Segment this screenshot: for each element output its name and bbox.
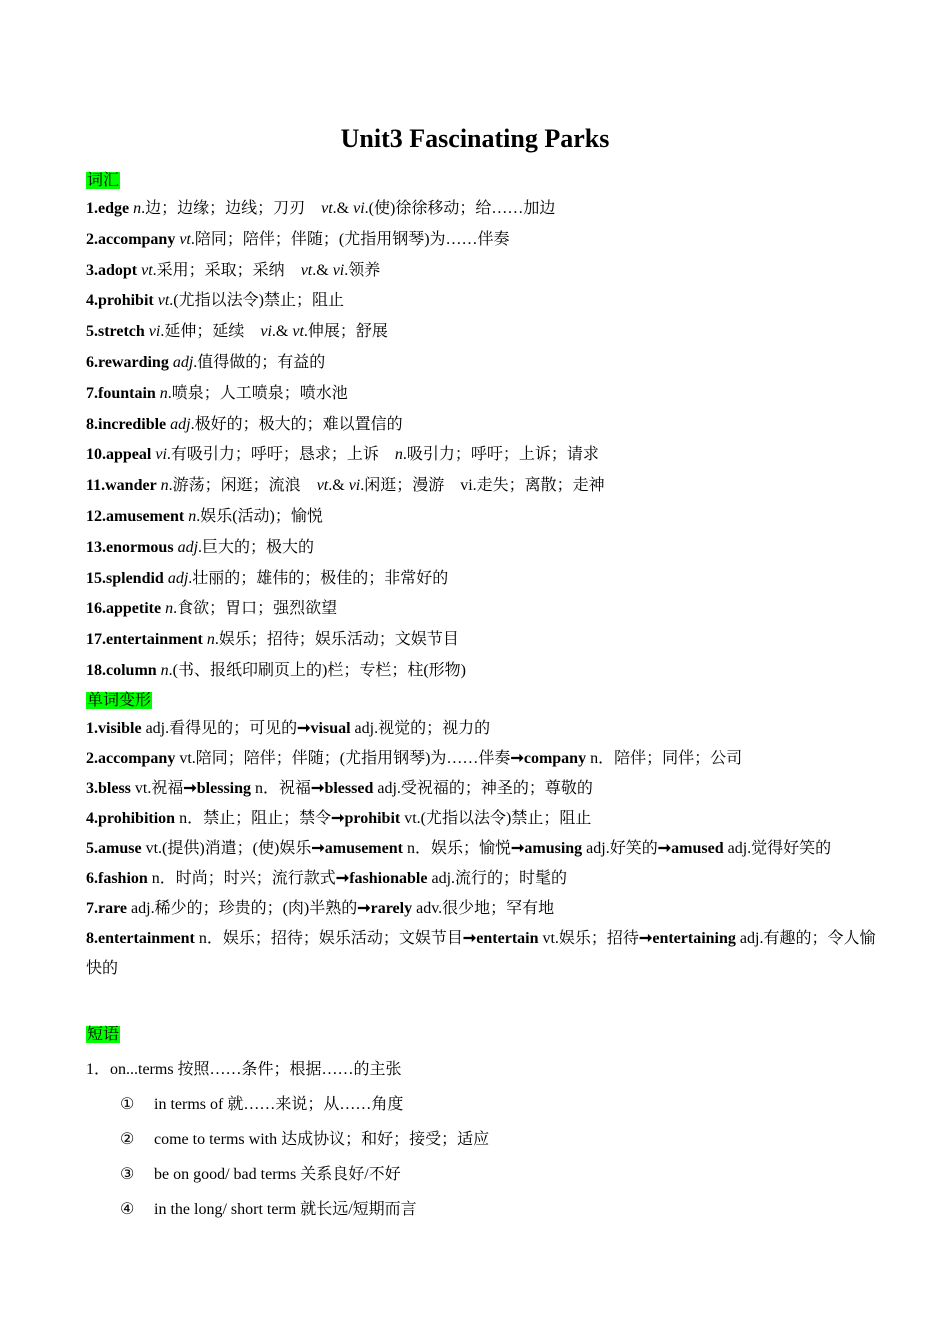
form-item — [86, 804, 876, 834]
vocab-pos: vt — [300, 261, 313, 279]
vocab-word: 18.column — [86, 661, 157, 679]
arrow-icon: ➞ — [331, 810, 345, 827]
phrase-sub-text: come to terms with 达成协议；和好；接受；适应 — [154, 1131, 490, 1148]
vocab-word: 5.stretch — [86, 323, 145, 341]
vocab-pos: n — [202, 631, 215, 649]
form-meaning: adj.好笑的 — [582, 840, 658, 857]
form-item — [86, 744, 876, 774]
vocab-meaning: .& — [332, 200, 354, 217]
form-meaning: n．陪伴；同伴；公司 — [586, 750, 743, 767]
vocab-meaning: .(书、报纸印刷页上的)栏；专栏；柱(形物) — [168, 661, 466, 679]
form-meaning: adj.觉得好笑的 — [723, 840, 832, 857]
vocab-pos: n — [184, 507, 197, 525]
arrow-icon: ➞ — [657, 840, 672, 857]
forms-heading-line — [86, 688, 876, 714]
form-meaning: n．时尚；时兴；流行款式 — [147, 870, 336, 887]
vocab-word: 8.incredible — [86, 415, 167, 433]
form-meaning: adj.稀少的；珍贵的；(肉)半熟的 — [127, 900, 358, 917]
vocab-pos: adj — [166, 415, 191, 433]
vocab-pos: vt — [316, 477, 329, 495]
vocab-pos: adj — [163, 569, 189, 587]
form-word: rarely — [370, 900, 413, 917]
form-word: company — [523, 750, 587, 767]
vocab-word: 10.appeal — [86, 446, 152, 464]
arrow-icon: ➞ — [311, 780, 325, 797]
vocab-word: 13.enormous — [86, 538, 174, 556]
vocab-pos: n — [129, 200, 142, 217]
form-meaning: adv.很少地；罕有地 — [412, 900, 555, 917]
vocab-item — [86, 379, 876, 410]
vocab-section — [86, 168, 876, 687]
arrow-icon: ➞ — [638, 930, 653, 947]
vocab-meaning: .喷泉；人工喷泉；喷水池 — [167, 384, 348, 402]
vocab-pos: n — [155, 384, 168, 402]
arrow-icon: ➞ — [335, 870, 350, 887]
arrow-icon: ➞ — [357, 900, 371, 917]
form-word: amused — [671, 840, 724, 857]
vocab-heading: 词汇 — [87, 172, 120, 189]
form-word: 4.prohibition — [86, 810, 176, 827]
vocab-word: 2.accompany — [86, 230, 176, 248]
vocab-pos: vt — [175, 230, 191, 248]
form-meaning: vt.娱乐；招待 — [538, 930, 639, 947]
vocab-meaning: .延伸；延续 — [160, 323, 261, 341]
form-word: amusing — [524, 840, 583, 857]
vocab-word: 7.fountain — [86, 384, 156, 402]
vocab-item — [86, 410, 876, 441]
phrase-sub-number: ④ — [120, 1201, 135, 1218]
forms-heading: 单词变形 — [87, 692, 152, 709]
form-meaning: adj.受祝福的；神圣的；尊敬的 — [373, 780, 593, 797]
vocab-word: 12.amusement — [86, 507, 185, 525]
vocab-pos: vt — [292, 323, 304, 341]
form-word: fashionable — [349, 870, 428, 887]
vocab-pos: vt — [137, 261, 153, 279]
form-word: 3.bless — [86, 780, 131, 797]
vocab-pos: n — [156, 661, 169, 679]
arrow-icon: ➞ — [510, 750, 524, 767]
form-word: 8.entertainment — [86, 930, 195, 947]
vocab-pos: vt — [321, 200, 333, 217]
vocab-item — [86, 440, 876, 471]
phrase-sub-text: in the long/ short term 就长远/短期而言 — [154, 1201, 417, 1218]
vocab-list — [86, 194, 876, 687]
vocab-meaning: .有吸引力；呼吁；恳求；上诉 — [166, 446, 395, 464]
form-meaning: vt.陪同；陪伴；伴随；(尤指用钢琴)为……伴奏 — [175, 750, 511, 767]
vocab-heading-line — [86, 168, 876, 194]
vocab-meaning: .& — [328, 477, 349, 495]
forms-section — [86, 688, 876, 984]
vocab-item — [86, 194, 876, 225]
form-word: 5.amuse — [86, 840, 142, 857]
vocab-meaning: .领养 — [344, 261, 381, 279]
vocab-meaning: .食欲；胃口；强烈欲望 — [173, 600, 338, 618]
vocab-meaning: .& — [271, 323, 293, 341]
vocab-meaning: .陪同；陪伴；伴随；(尤指用钢琴)为……伴奏 — [190, 230, 510, 248]
vocab-word: 3.adopt — [86, 261, 138, 279]
forms-list — [86, 714, 876, 984]
form-word: visual — [310, 720, 351, 737]
form-word: entertaining — [652, 930, 736, 947]
vocab-word: 15.splendid — [86, 569, 164, 587]
vocab-word: 4.prohibit — [86, 292, 154, 310]
form-word: amusement — [324, 840, 403, 857]
vocab-item — [86, 225, 876, 256]
form-item — [86, 834, 876, 864]
phrase-sub-item — [86, 1157, 876, 1192]
vocab-item — [86, 317, 876, 348]
phrase-main: 1．on...terms 按照……条件；根据……的主张 — [86, 1061, 402, 1078]
vocab-meaning: .游荡；闲逛；流浪 — [168, 477, 317, 495]
vocab-item — [86, 502, 876, 533]
vocab-item — [86, 564, 876, 595]
vocab-pos: vi — [332, 261, 345, 279]
vocab-item — [86, 533, 876, 564]
form-word: 1.visible — [86, 720, 142, 737]
vocab-pos: n — [161, 600, 174, 618]
vocab-meaning: .极好的；极大的；难以置信的 — [190, 415, 403, 433]
arrow-icon: ➞ — [510, 840, 525, 857]
arrow-icon: ➞ — [183, 780, 197, 797]
phrase-sub-list — [86, 1087, 876, 1227]
phrase-sub-number: ② — [120, 1131, 135, 1148]
phrase-sub-item — [86, 1192, 876, 1227]
form-word: blessing — [196, 780, 252, 797]
form-word: 2.accompany — [86, 750, 176, 767]
form-word: blessed — [324, 780, 374, 797]
form-meaning: n．禁止；阻止；禁令 — [175, 810, 332, 827]
form-word: 7.rare — [86, 900, 128, 917]
vocab-pos: vi — [348, 477, 361, 495]
phrase-sub-text: be on good/ bad terms 关系良好/不好 — [154, 1166, 401, 1183]
arrow-icon: ➞ — [311, 840, 325, 857]
form-item — [86, 774, 876, 804]
vocab-meaning: .巨大的；极大的 — [198, 538, 315, 556]
vocab-meaning: .值得做的；有益的 — [193, 353, 326, 371]
form-meaning: vt.祝福 — [130, 780, 184, 797]
form-meaning: vt.(提供)消遣；(使)娱乐 — [141, 840, 312, 857]
vocab-meaning: .& — [312, 261, 333, 279]
vocab-meaning: .采用；采取；采纳 — [152, 261, 301, 279]
vocab-pos: vi — [260, 323, 272, 341]
vocab-pos: vi — [353, 200, 365, 217]
phrase-sub-text: in terms of 就……来说；从……角度 — [154, 1096, 404, 1113]
arrow-icon: ➞ — [297, 720, 311, 737]
form-word: entertain — [476, 930, 539, 947]
form-word: prohibit — [344, 810, 401, 827]
phrase-sub-number: ③ — [120, 1166, 135, 1183]
vocab-item — [86, 256, 876, 287]
vocab-meaning: .伸展；舒展 — [303, 323, 388, 341]
vocab-meaning: .(尤指以法令)禁止；阻止 — [169, 292, 344, 310]
form-item — [86, 924, 876, 984]
form-meaning: adj.有趣的；令人愉快的 — [86, 930, 876, 977]
phrases-section — [86, 1022, 876, 1227]
form-meaning: n．娱乐；招待；娱乐活动；文娱节目 — [194, 930, 463, 947]
form-item — [86, 894, 876, 924]
form-item — [86, 714, 876, 744]
vocab-meaning: .闲逛；漫游 vi.走失；离散；走神 — [360, 477, 605, 495]
phrase-sub-item — [86, 1087, 876, 1122]
vocab-item — [86, 656, 876, 687]
page-title: Unit3 Fascinating Parks — [340, 124, 610, 153]
form-meaning: adj.流行的；时髦的 — [427, 870, 568, 887]
form-meaning: n．娱乐；愉悦 — [402, 840, 511, 857]
phrases-heading: 短语 — [87, 1026, 120, 1043]
phrases-heading-line — [86, 1022, 876, 1048]
vocab-item — [86, 625, 876, 656]
vocab-pos: adj — [168, 353, 194, 371]
form-meaning: adj.看得见的；可见的 — [141, 720, 298, 737]
vocab-meaning: .(使)徐徐移动；给……加边 — [364, 200, 556, 217]
phrase-sub-item — [86, 1122, 876, 1157]
vocab-meaning: .壮丽的；雄伟的；极佳的；非常好的 — [188, 569, 449, 587]
vocab-meaning: .娱乐(活动)；愉悦 — [196, 507, 323, 525]
vocab-pos: n — [394, 446, 403, 464]
vocab-word: 11.wander — [86, 477, 157, 495]
vocab-meaning: .娱乐；招待；娱乐活动；文娱节目 — [214, 631, 459, 649]
vocab-item — [86, 286, 876, 317]
vocab-pos: vi — [151, 446, 167, 464]
arrow-icon: ➞ — [462, 930, 477, 947]
vocab-word: 6.rewarding — [86, 353, 169, 371]
vocab-item — [86, 348, 876, 379]
form-meaning: adj.视觉的；视力的 — [350, 720, 491, 737]
form-item — [86, 864, 876, 894]
vocab-word: 16.appetite — [86, 600, 162, 618]
phrase-sub-number: ① — [120, 1096, 135, 1113]
form-word: 6.fashion — [86, 870, 148, 887]
vocab-item — [86, 471, 876, 502]
vocab-item — [86, 594, 876, 625]
vocab-pos: vt — [153, 292, 170, 310]
vocab-word: 1.edge — [86, 200, 130, 217]
vocab-pos: adj — [173, 538, 199, 556]
form-meaning: vt.(尤指以法令)禁止；阻止 — [400, 810, 592, 827]
vocab-meaning: .边；边缘；边线；刀刃 — [141, 200, 322, 217]
form-meaning: n．祝福 — [251, 780, 312, 797]
vocab-pos: vi — [144, 323, 161, 341]
vocab-meaning: .吸引力；呼吁；上诉；请求 — [402, 446, 599, 464]
vocab-pos: n — [156, 477, 169, 495]
vocab-word: 17.entertainment — [86, 631, 203, 649]
